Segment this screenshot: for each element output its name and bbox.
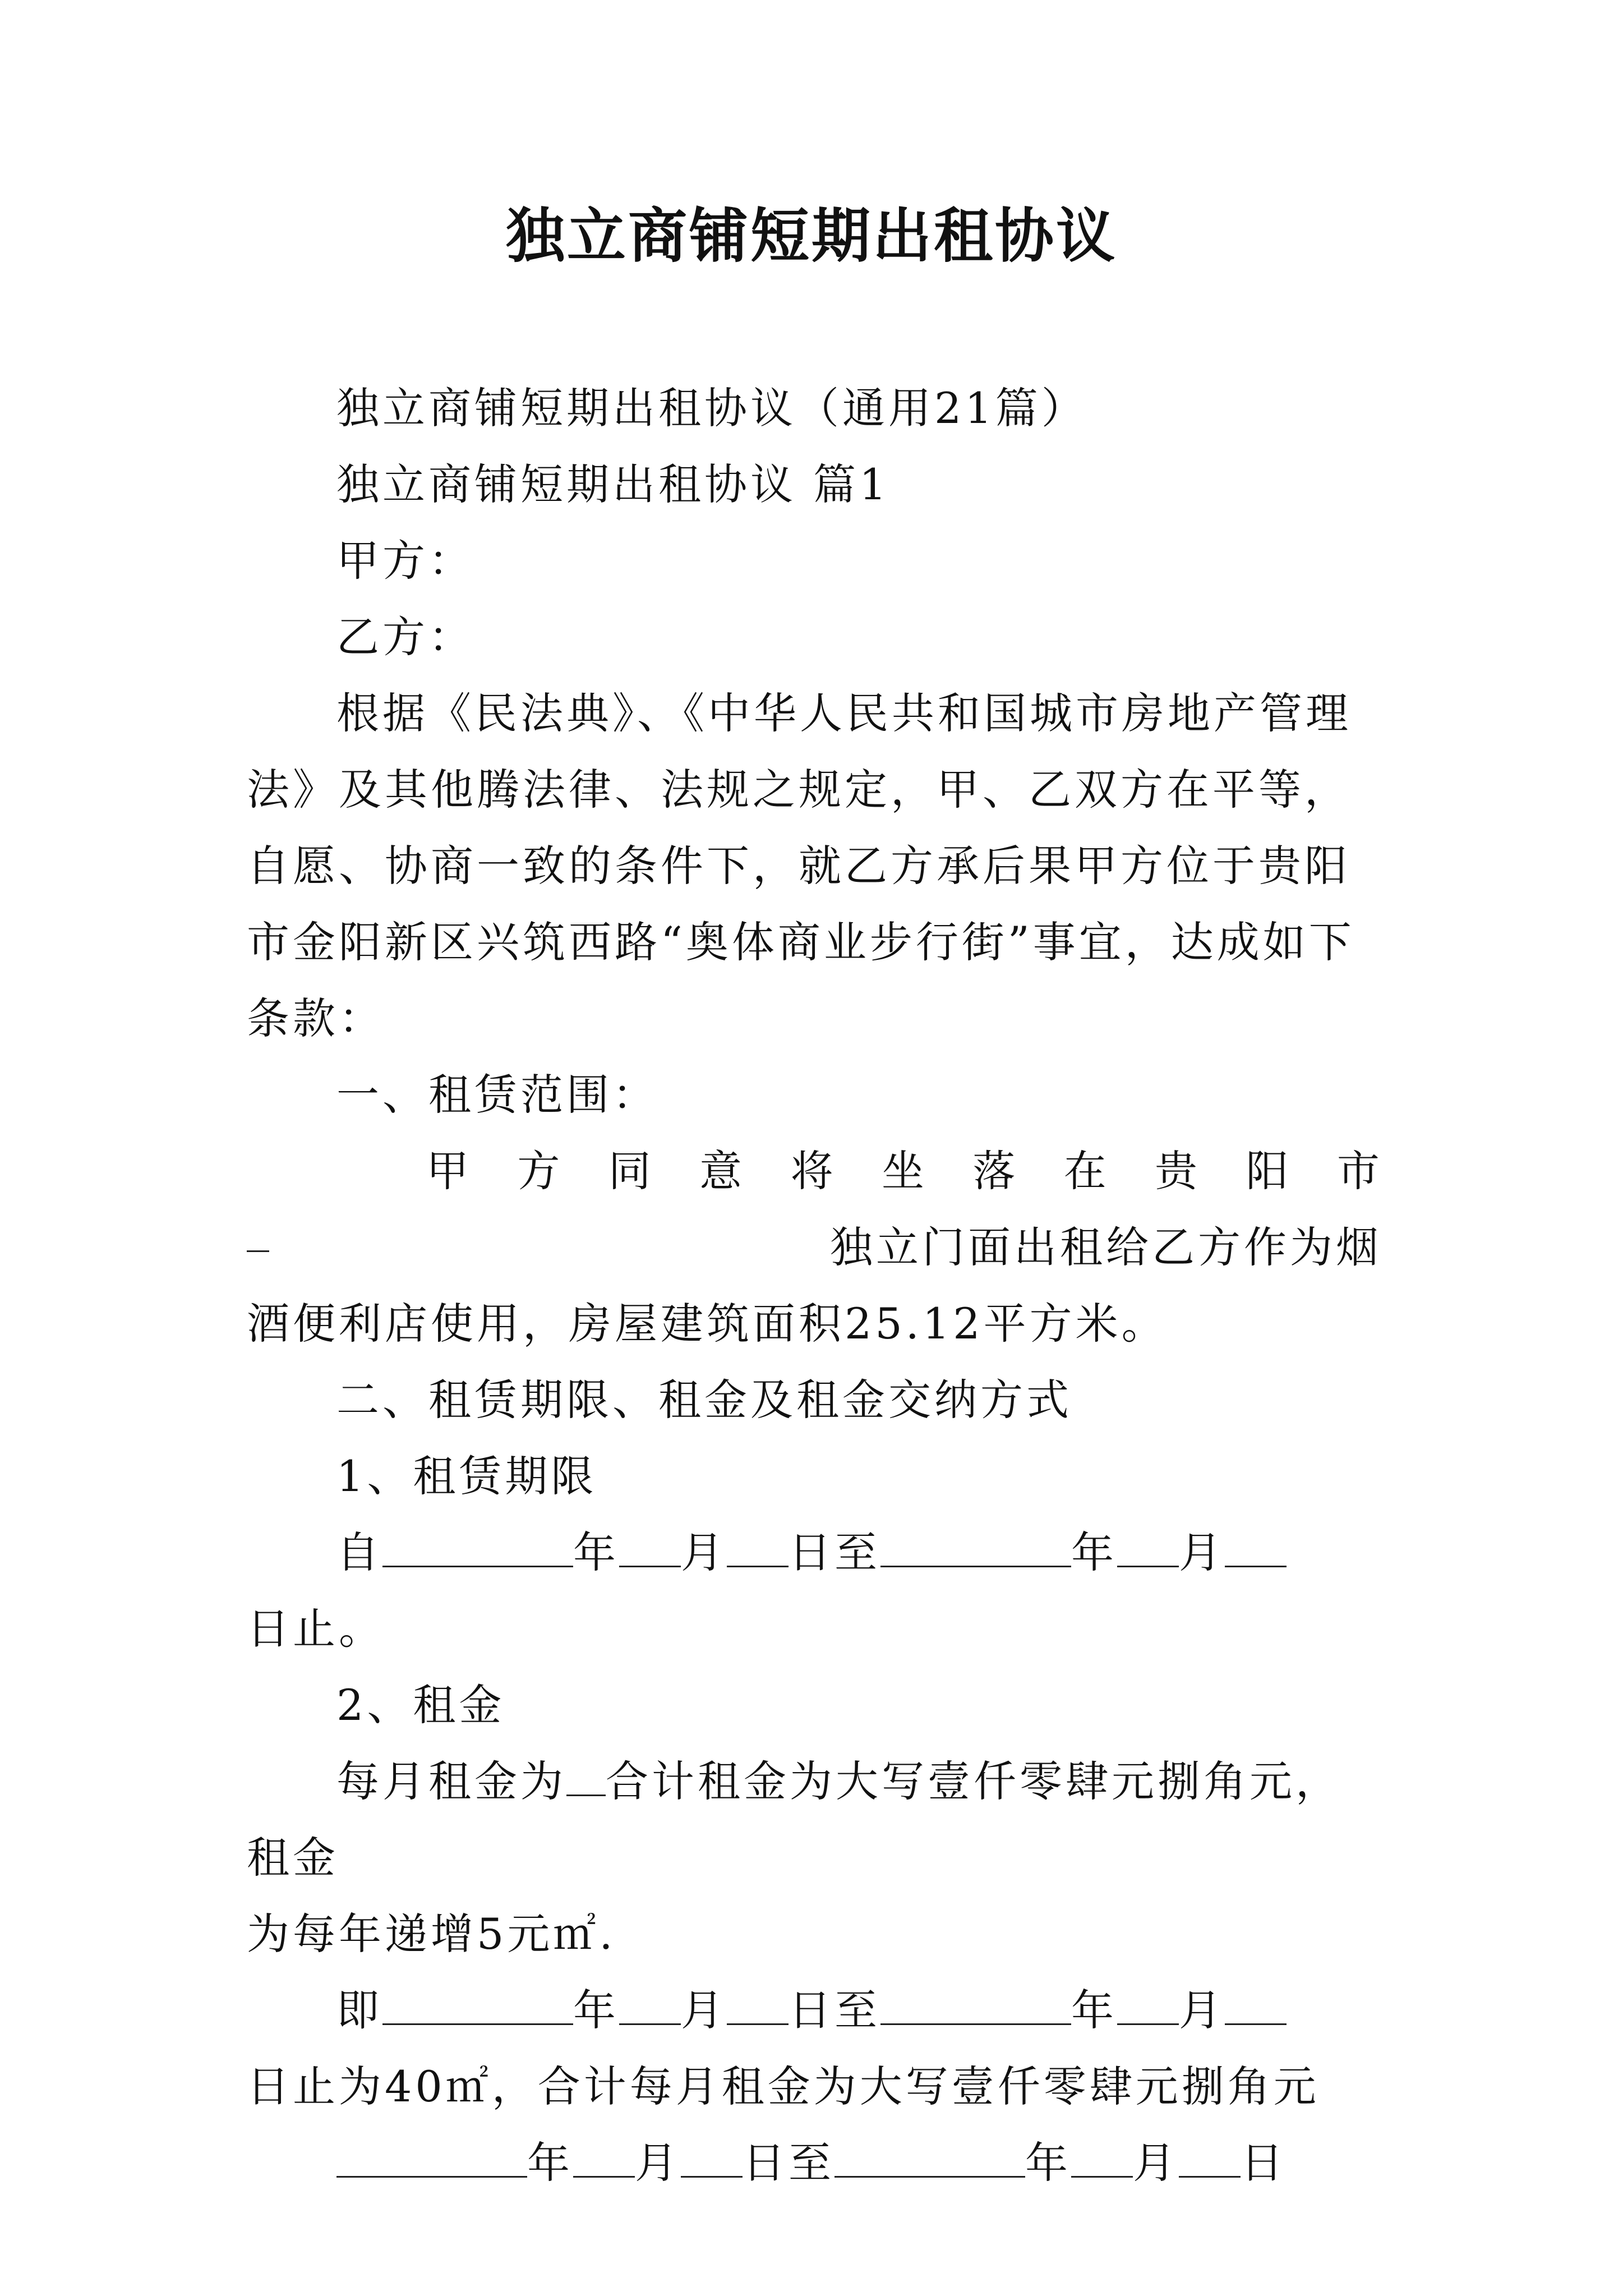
clause1-heading: 一、租赁范围： <box>336 1070 658 1120</box>
month-blank[interactable] <box>619 1532 681 1567</box>
spread-char: 坐 <box>881 1146 924 1196</box>
document-body <box>247 370 1380 2201</box>
year-blank[interactable] <box>880 1532 1071 1567</box>
day-blank[interactable] <box>1179 2142 1241 2178</box>
rent-blank[interactable] <box>566 1761 606 1796</box>
blank-mark <box>247 1250 269 1252</box>
period2-end: 日止为40㎡，合计每月租金为大写壹仟零肆元捌角元 <box>247 2062 1320 2111</box>
term-date-row: 自 年 月 日至 年 月 <box>247 1515 1380 1591</box>
rent-heading: 2、租金 <box>336 1680 505 1730</box>
party-a-label: 甲方： <box>336 536 474 586</box>
day-blank[interactable] <box>1225 1532 1287 1567</box>
term-heading: 1、租赁期限 <box>336 1451 597 1501</box>
document-title: 独立商铺短期出租协议 <box>505 201 1117 270</box>
spread-char: 将 <box>790 1146 833 1196</box>
year-blank[interactable] <box>336 2142 527 2178</box>
spread-char: 贵 <box>1155 1146 1198 1196</box>
spread-char: 同 <box>608 1146 651 1196</box>
period2-date-row: 即 年 月 日至 年 月 <box>247 1972 1380 2049</box>
spread-char: 在 <box>1063 1146 1106 1196</box>
spread-char: 甲 <box>426 1146 469 1196</box>
period3-date-row: 年 月 日至 年 月 日 <box>247 2125 1380 2201</box>
rent-line2: 为每年递增5元㎡. <box>247 1909 616 1959</box>
year-blank[interactable] <box>382 1990 573 2025</box>
spread-char: 落 <box>972 1146 1016 1196</box>
month-blank[interactable] <box>1071 2142 1133 2178</box>
month-blank[interactable] <box>1117 1990 1179 2025</box>
day-blank[interactable] <box>727 1532 789 1567</box>
intro-paragraph: 根据《民法典》、《中华人民共和国城市房地产管理法》及其他腾法律、法规之规定，甲、乙双方在平等，自愿、协商一致的条件下，就乙方承后果甲方位于贵阳市金阳新区兴筑西路“奥体商业步行街”事宜，达成如下条款： <box>247 688 1355 1043</box>
year-blank[interactable] <box>834 2142 1025 2178</box>
month-blank[interactable] <box>619 1990 681 2025</box>
day-blank[interactable] <box>1225 1990 1287 2025</box>
month-blank[interactable] <box>573 2142 635 2178</box>
day-blank[interactable] <box>727 1990 789 2025</box>
clause1-spread-line <box>247 1133 1380 1209</box>
spread-char: 意 <box>699 1146 743 1196</box>
spread-char: 阳 <box>1246 1146 1289 1196</box>
spread-char: 市 <box>1336 1146 1380 1196</box>
spread-char: 方 <box>517 1146 560 1196</box>
term-end: 日止。 <box>247 1604 385 1654</box>
year-blank[interactable] <box>880 1990 1071 2025</box>
section-heading: 独立商铺短期出租协议 篇1 <box>336 459 890 509</box>
party-b-label: 乙方： <box>336 612 474 662</box>
year-blank[interactable] <box>382 1532 573 1567</box>
month-blank[interactable] <box>1117 1532 1179 1567</box>
subtitle: 独立商铺短期出租协议（通用21篇） <box>336 383 1087 433</box>
clause1-line3: 酒便利店使用，房屋建筑面积25.12平方米。 <box>247 1299 1168 1349</box>
clause2-heading: 二、租赁期限、租金及租金交纳方式 <box>336 1375 1072 1425</box>
rent-line1: 每月租金为 合计租金为大写壹仟零肆元捌角元，租金 <box>247 1756 1341 1883</box>
day-blank[interactable] <box>681 2142 743 2178</box>
clause1-line2: 独立门面出租给乙方作为烟 <box>247 1209 1380 1286</box>
